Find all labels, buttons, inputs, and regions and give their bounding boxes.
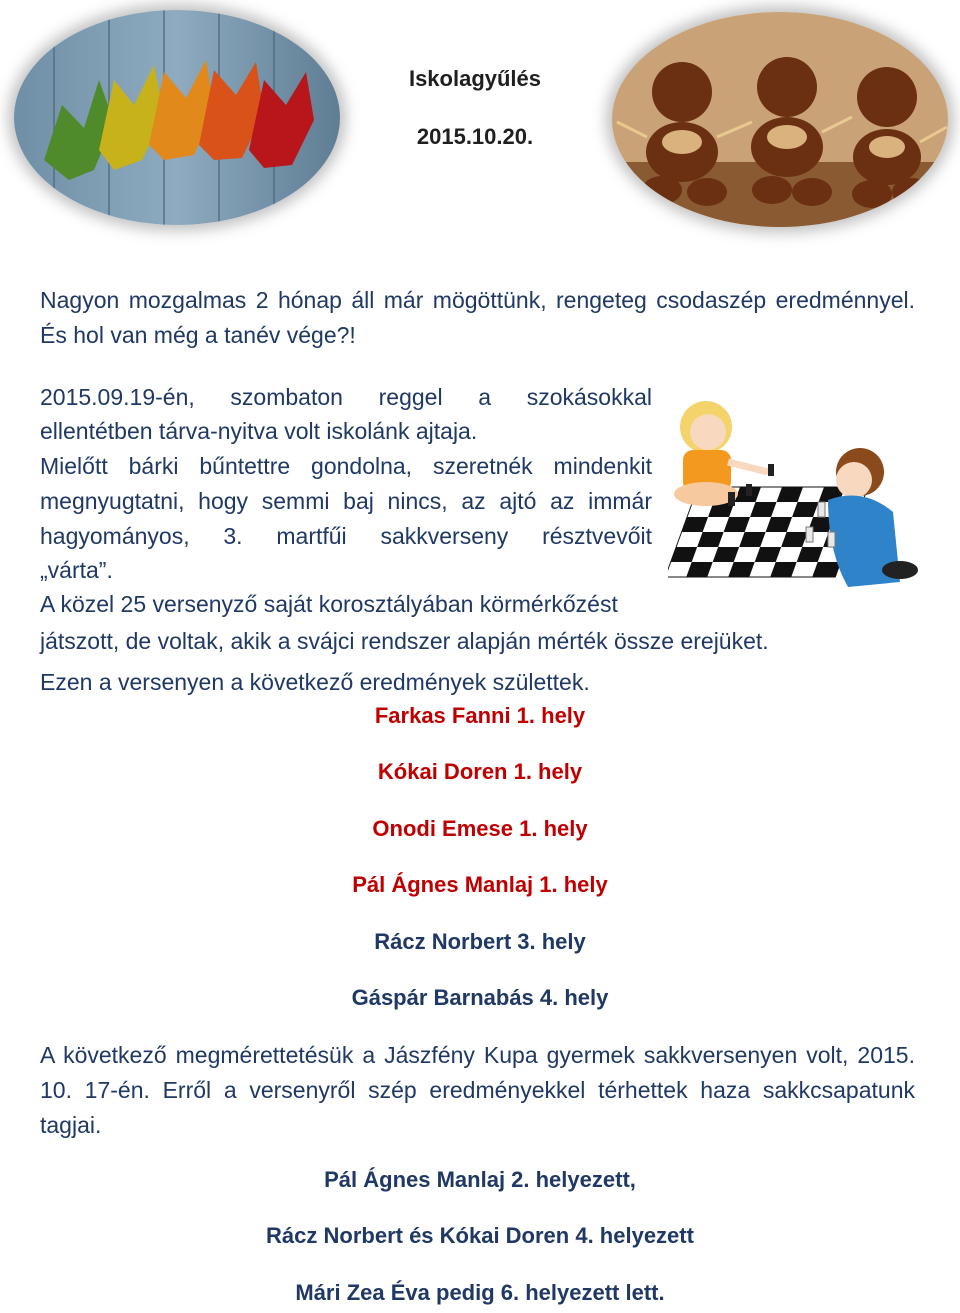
second-paragraph: A következő megmérettetésük a Jászfény Kupa gyermek sakkversenyen volt, 2015. 10. 17-én. Erről a versenyről szép eredményekkel térhettek haza sakkcsapatunk tagjai. bbox=[40, 1042, 915, 1138]
chess-paragraph-line-9: Ezen a versenyen a következő eredmények születtek. bbox=[40, 669, 590, 695]
chess-paragraph-line-6: „várta”. bbox=[40, 557, 113, 583]
chess-paragraph-line-1: 2015.09.19-én, szombaton reggel a szokásokkal bbox=[40, 384, 652, 410]
chess-paragraph-line-4: megnyugtatni, hogy semmi baj nincs, az ajtó az immár bbox=[40, 488, 652, 514]
chess-paragraph-line-8: játszott, de voltak, akik a svájci rendszer alapján mérték össze erejüket. bbox=[40, 628, 769, 654]
chess-paragraph-line-2: ellentétben tárva-nyitva volt iskolánk ajtaja. bbox=[40, 418, 478, 444]
intro-paragraph: Nagyon mozgalmas 2 hónap áll már mögöttünk, rengeteg csodaszép eredménnyel. És hol van még a tanév vége?! bbox=[40, 287, 915, 348]
chess-illustration bbox=[668, 392, 918, 612]
page-date: 2015.10.20. bbox=[416, 124, 534, 149]
chess-paragraph-line-5: hagyományos, 3. martfűi sakkverseny résztvevőit bbox=[40, 523, 652, 549]
result-item: Mári Zea Éva pedig 6. helyezett lett. bbox=[295, 1280, 665, 1305]
chess-paragraph-line-7: A közel 25 versenyző saját korosztályában körmérkőzést bbox=[40, 591, 618, 617]
result-item: Farkas Fanni 1. hely bbox=[374, 703, 586, 728]
result-item: Rácz Norbert és Kókai Doren 4. helyezett bbox=[266, 1223, 694, 1248]
chess-paragraph-line-3: Mielőtt bárki bűntettre gondolna, szeretnék mindenkit bbox=[40, 453, 652, 479]
result-item: Rácz Norbert 3. hely bbox=[374, 929, 586, 954]
result-item: Gáspár Barnabás 4. hely bbox=[351, 985, 609, 1010]
result-item: Onodi Emese 1. hely bbox=[372, 816, 588, 841]
result-item: Kókai Doren 1. hely bbox=[377, 759, 583, 784]
result-item: Pál Ágnes Manlaj 1. hely bbox=[352, 872, 608, 897]
chestnut-figures-image bbox=[612, 12, 948, 227]
page-title: Iskolagyűlés bbox=[408, 66, 542, 91]
autumn-leaves-image bbox=[14, 10, 340, 225]
result-item: Pál Ágnes Manlaj 2. helyezett, bbox=[324, 1167, 636, 1192]
